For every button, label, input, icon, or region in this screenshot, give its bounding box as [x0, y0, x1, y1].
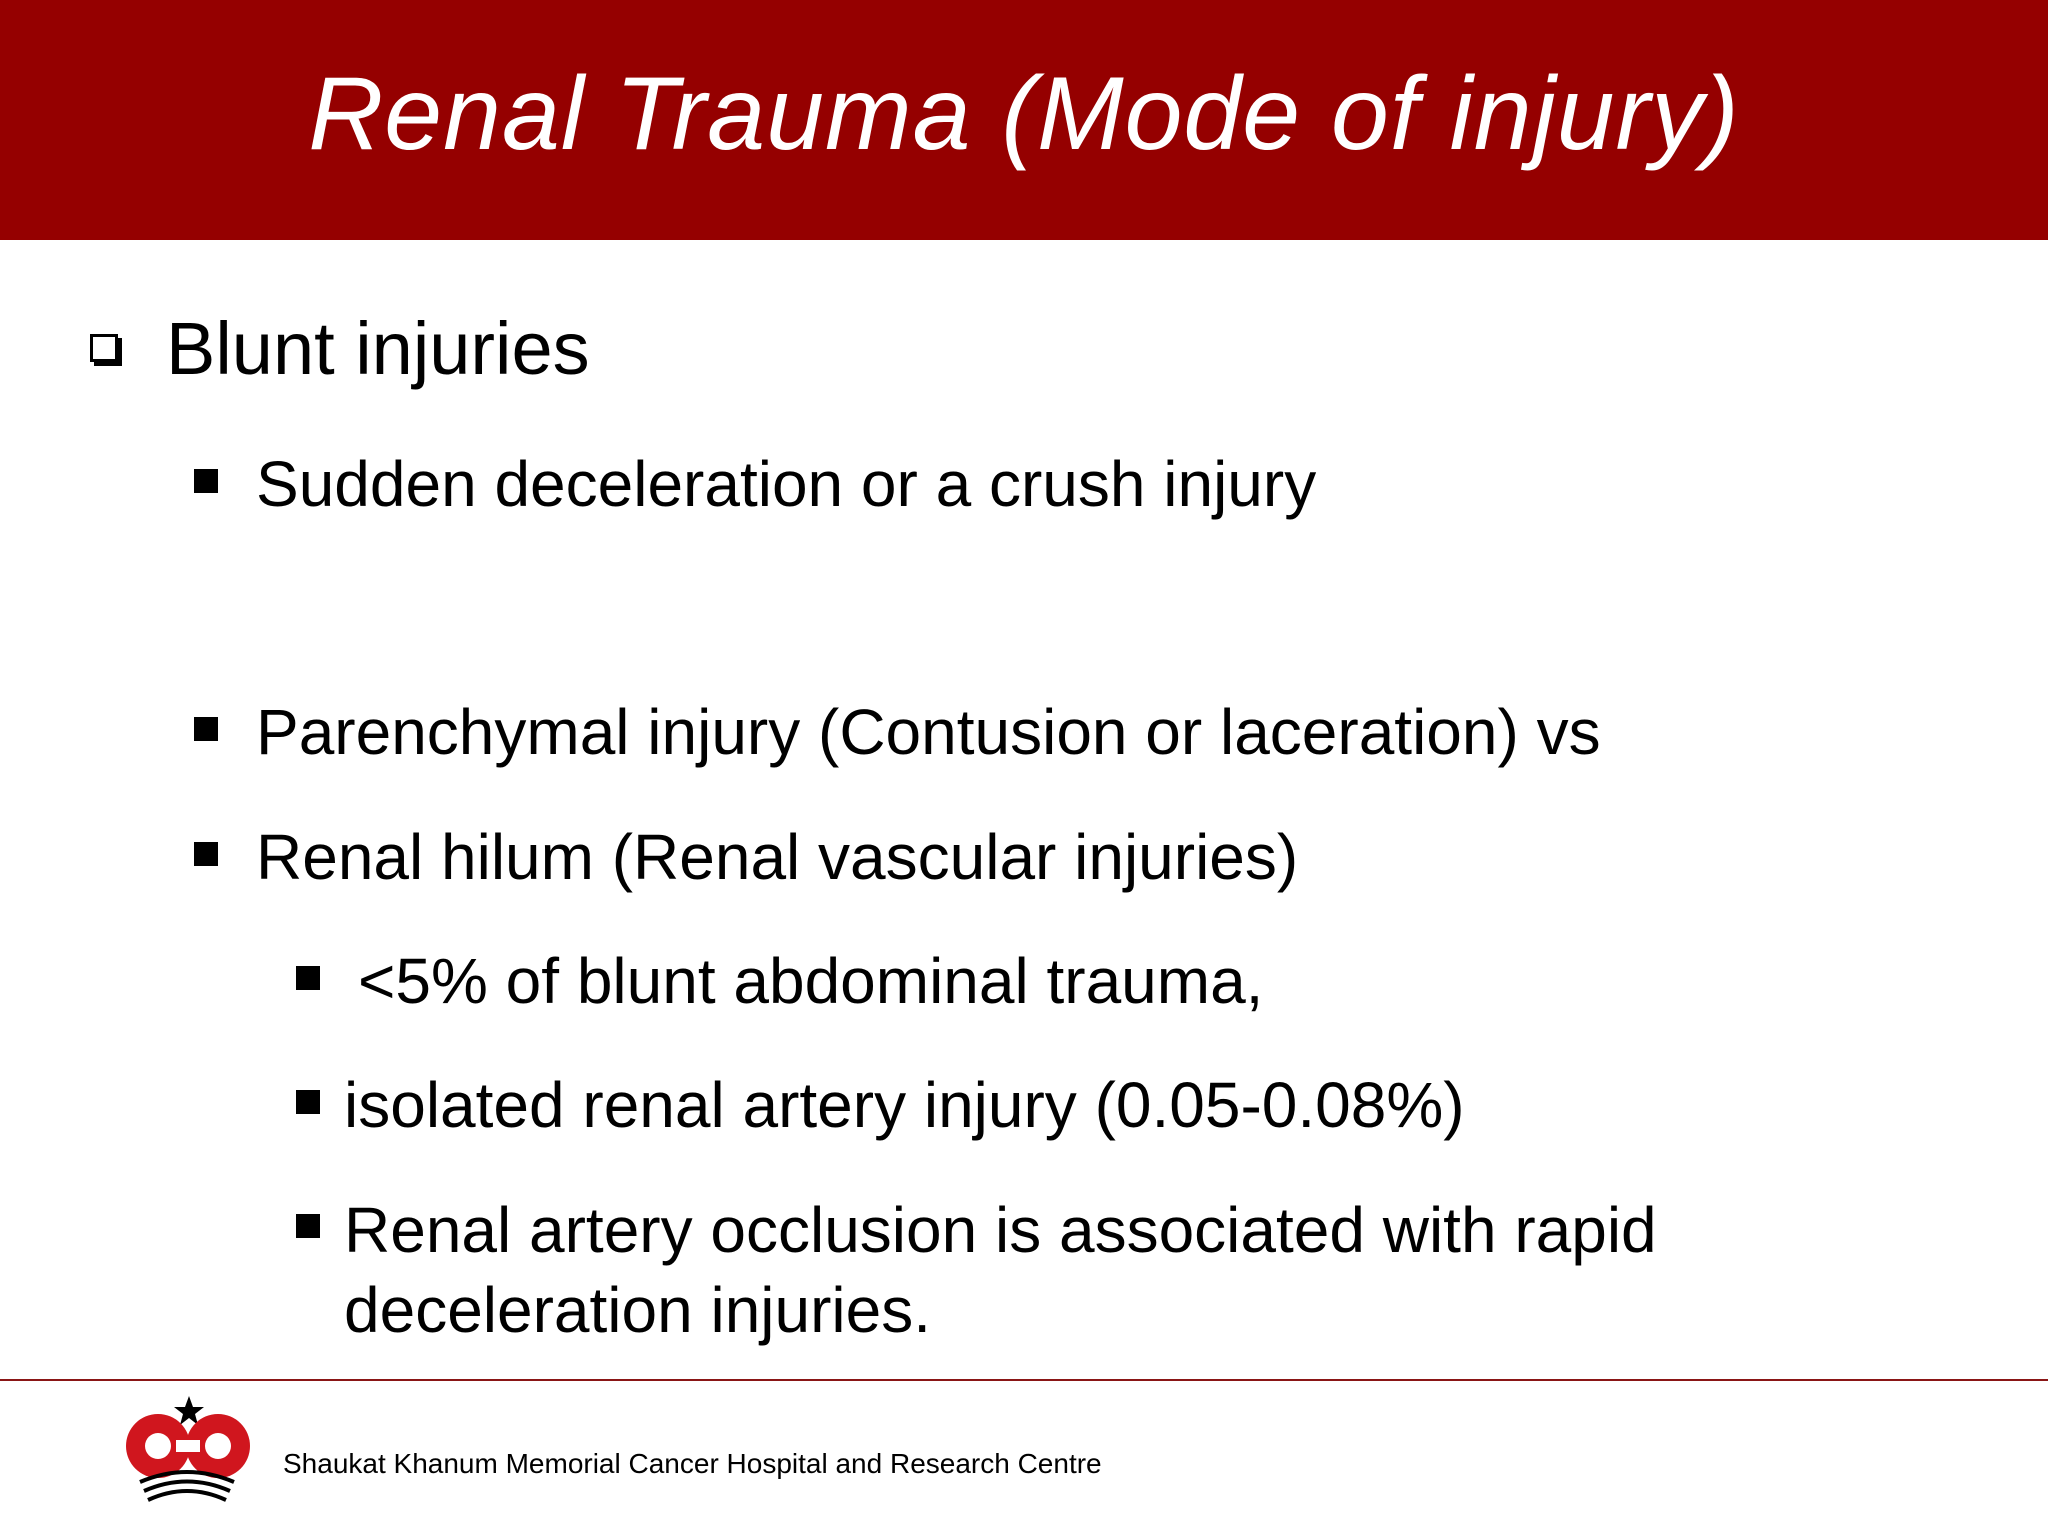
- square-bullet-icon: [296, 1214, 320, 1238]
- square-bullet-icon: [194, 717, 218, 741]
- bullet-text: Sudden deceleration or a crush injury: [256, 448, 1317, 520]
- square-bullet-icon: [296, 966, 320, 990]
- sub-bullet-text: <5% of blunt abdominal trauma,: [358, 945, 1264, 1017]
- bullet-text: Parenchymal injury (Contusion or laceration) vs: [256, 696, 1601, 768]
- sub-bullet-text: Renal artery occlusion is associated with rapid deceleration injuries.: [344, 1194, 1657, 1346]
- hollow-square-bullet-icon: [90, 334, 118, 362]
- square-bullet-icon: [194, 842, 218, 866]
- heading-text: Blunt injuries: [166, 307, 590, 390]
- organization-name: Shaukat Khanum Memorial Cancer Hospital and Research Centre: [283, 1448, 1102, 1479]
- slide-title: Renal Trauma (Mode of injury): [308, 55, 1740, 172]
- footer-divider: [0, 1379, 2048, 1381]
- sub-bullet-text: isolated renal artery injury (0.05-0.08%): [344, 1069, 1465, 1141]
- skmch-logo-icon: [114, 1396, 260, 1506]
- square-bullet-icon: [296, 1090, 320, 1114]
- square-bullet-icon: [194, 469, 218, 493]
- bullet-text: Renal hilum (Renal vascular injuries): [256, 821, 1299, 893]
